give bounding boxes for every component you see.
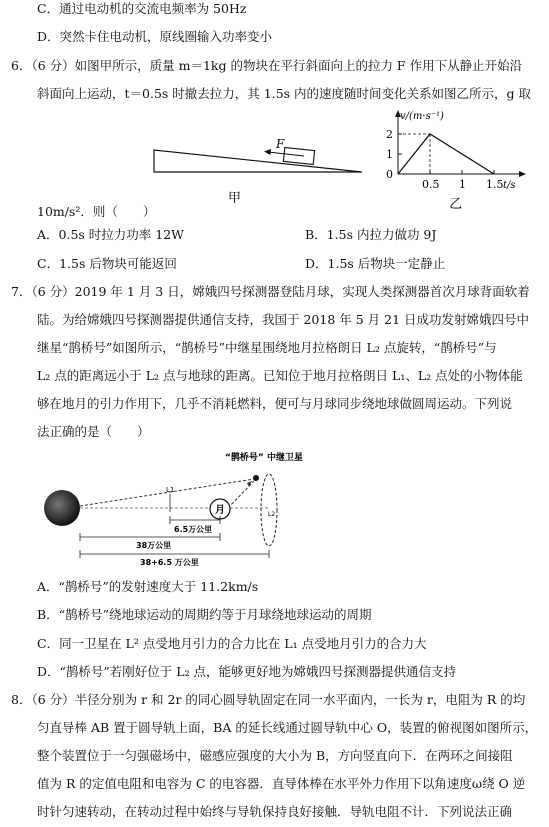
- l1-label: L1: [166, 486, 175, 494]
- earth: [44, 490, 80, 526]
- q7-stem-line-2: 陆。为给嫦娥四号探测器提供通信支持，我国于 2018 年 5 月 21 日成功发射嫦娥四号中: [37, 312, 530, 327]
- figure-jia-caption: 甲: [228, 191, 242, 206]
- incline-surface: [154, 150, 362, 172]
- block: [283, 147, 314, 164]
- figure-lagrange: [40, 448, 303, 568]
- q7-stem-line-4: L₂ 点的距离远小于 L₂ 点与地球的距离。已知位于地月拉格朗日 L₁、L₂ 点处的小物体能: [37, 368, 523, 383]
- q8-stem-line-3: 整个装置位于一匀强磁场中，磁感应强度的大小为 B，方向竖直向下．在两环之间接阻: [37, 748, 513, 763]
- q7-stem-line-5: 够在地月的引力作用下，几乎不消耗燃料，便可与月球同步绕地球做圆周运动。下列说: [37, 396, 513, 411]
- q8-stem-line-1: 8．（6 分）半径分别为 r 和 2r 的同心圆导轨固定在同一水平面内，一长为 r，电阻为 R 的均: [11, 692, 526, 707]
- x-tick-label: 0.5: [422, 178, 440, 191]
- dist-38: 38万公里: [136, 541, 172, 550]
- q5-option-d: D．突然卡住电动机，原线圈输入功率变小: [37, 29, 273, 44]
- q7-option-c: C．同一卫星在 L² 点受地月引力的合力比在 L₁ 点受地月引力的合力大: [37, 636, 427, 651]
- figure-yi-caption: 乙: [449, 197, 463, 212]
- l2-label: L2: [268, 511, 276, 518]
- dist-445: 38+6.5 万公里: [140, 558, 199, 567]
- q8-stem-line-5: 时针匀速转动，在转动过程中始终与导轨保持良好接触．导轨电阻不计．下列说法正确: [37, 804, 513, 819]
- origin-label: 0: [386, 168, 393, 181]
- q7-option-d: D．“鹊桥号”若刚好位于 L₂ 点，能够更好地为嫦娥四号探测器提供通信支持: [37, 664, 457, 679]
- q6-option-a: A．0.5s 时拉力功率 12W: [37, 227, 185, 242]
- q7-option-b: B．“鹊桥号”绕地球运动的周期约等于月球绕地球运动的周期: [37, 607, 372, 622]
- x-tick-label: 1: [459, 178, 466, 191]
- q6-stem-line-3: 10m/s²．则（ ）: [37, 204, 156, 219]
- velocity-series-line: [398, 134, 494, 174]
- q6-option-b: B．1.5s 内拉力做功 9J: [305, 227, 437, 242]
- x-tick-label: 1.5: [486, 178, 504, 191]
- x-axis-label: t/s: [503, 180, 516, 191]
- relay-satellite: [253, 475, 259, 481]
- q8-stem-line-4: 值为 R 的定值电阻和电容为 C 的电容器．直导体棒在水平外力作用下以角速度ω绕 O 逆: [37, 776, 526, 791]
- force-label: F: [276, 137, 285, 151]
- q6-stem-line-1: 6．（6 分）如图甲所示，质量 m＝1kg 的物块在平行斜面向上的拉力 F 作用下从静止开始沿: [11, 58, 523, 73]
- dist-65: 6.5万公里: [174, 525, 213, 534]
- svg-text:月: 月: [215, 505, 225, 516]
- y-axis-label: v/(m·s⁻¹): [400, 111, 444, 122]
- figure-jia-incline: [148, 137, 368, 208]
- y-tick-label: 2: [386, 128, 393, 141]
- x-axis-arrow: [519, 171, 526, 177]
- q8-stem-line-2: 匀直导棒 AB 置于圆导轨上面，BA 的延长线通过圆导轨中心 O，装置的俯视图如图所示，: [37, 720, 538, 735]
- figure-yi-vt-chart: [372, 108, 532, 212]
- halo-orbit: [261, 474, 277, 546]
- q6-stem-line-2: 斜面向上运动，t＝0.5s 时撤去拉力，其 1.5s 内的速度随时间变化关系如图乙所示，g 取: [37, 86, 532, 101]
- y-tick-label: 1: [386, 148, 393, 161]
- q6-option-d: D．1.5s 后物块一定静止: [305, 256, 446, 271]
- q6-option-c: C．1.5s 后物块可能返回: [37, 256, 177, 271]
- q7-stem-line-6: 法正确的是（ ）: [37, 424, 150, 439]
- q7-stem-line-1: 7．（6 分）2019 年 1 月 3 日，嫦娥四号探测器登陆月球，实现人类探测器首次月球背面软着: [11, 284, 530, 299]
- q5-option-c: C．通过电动机的交流电频率为 50Hz: [37, 1, 247, 16]
- q7-option-a: A．“鹊桥号”的发射速度大于 11.2km/s: [37, 579, 259, 594]
- q7-stem-line-3: 继星“鹊桥号”如图所示，“鹊桥号”中继星围绕地月拉格朗日 L₂ 点旋转，“鹊桥号”与: [37, 340, 497, 355]
- relay-label: “鹊桥号” 中继卫星: [225, 453, 303, 463]
